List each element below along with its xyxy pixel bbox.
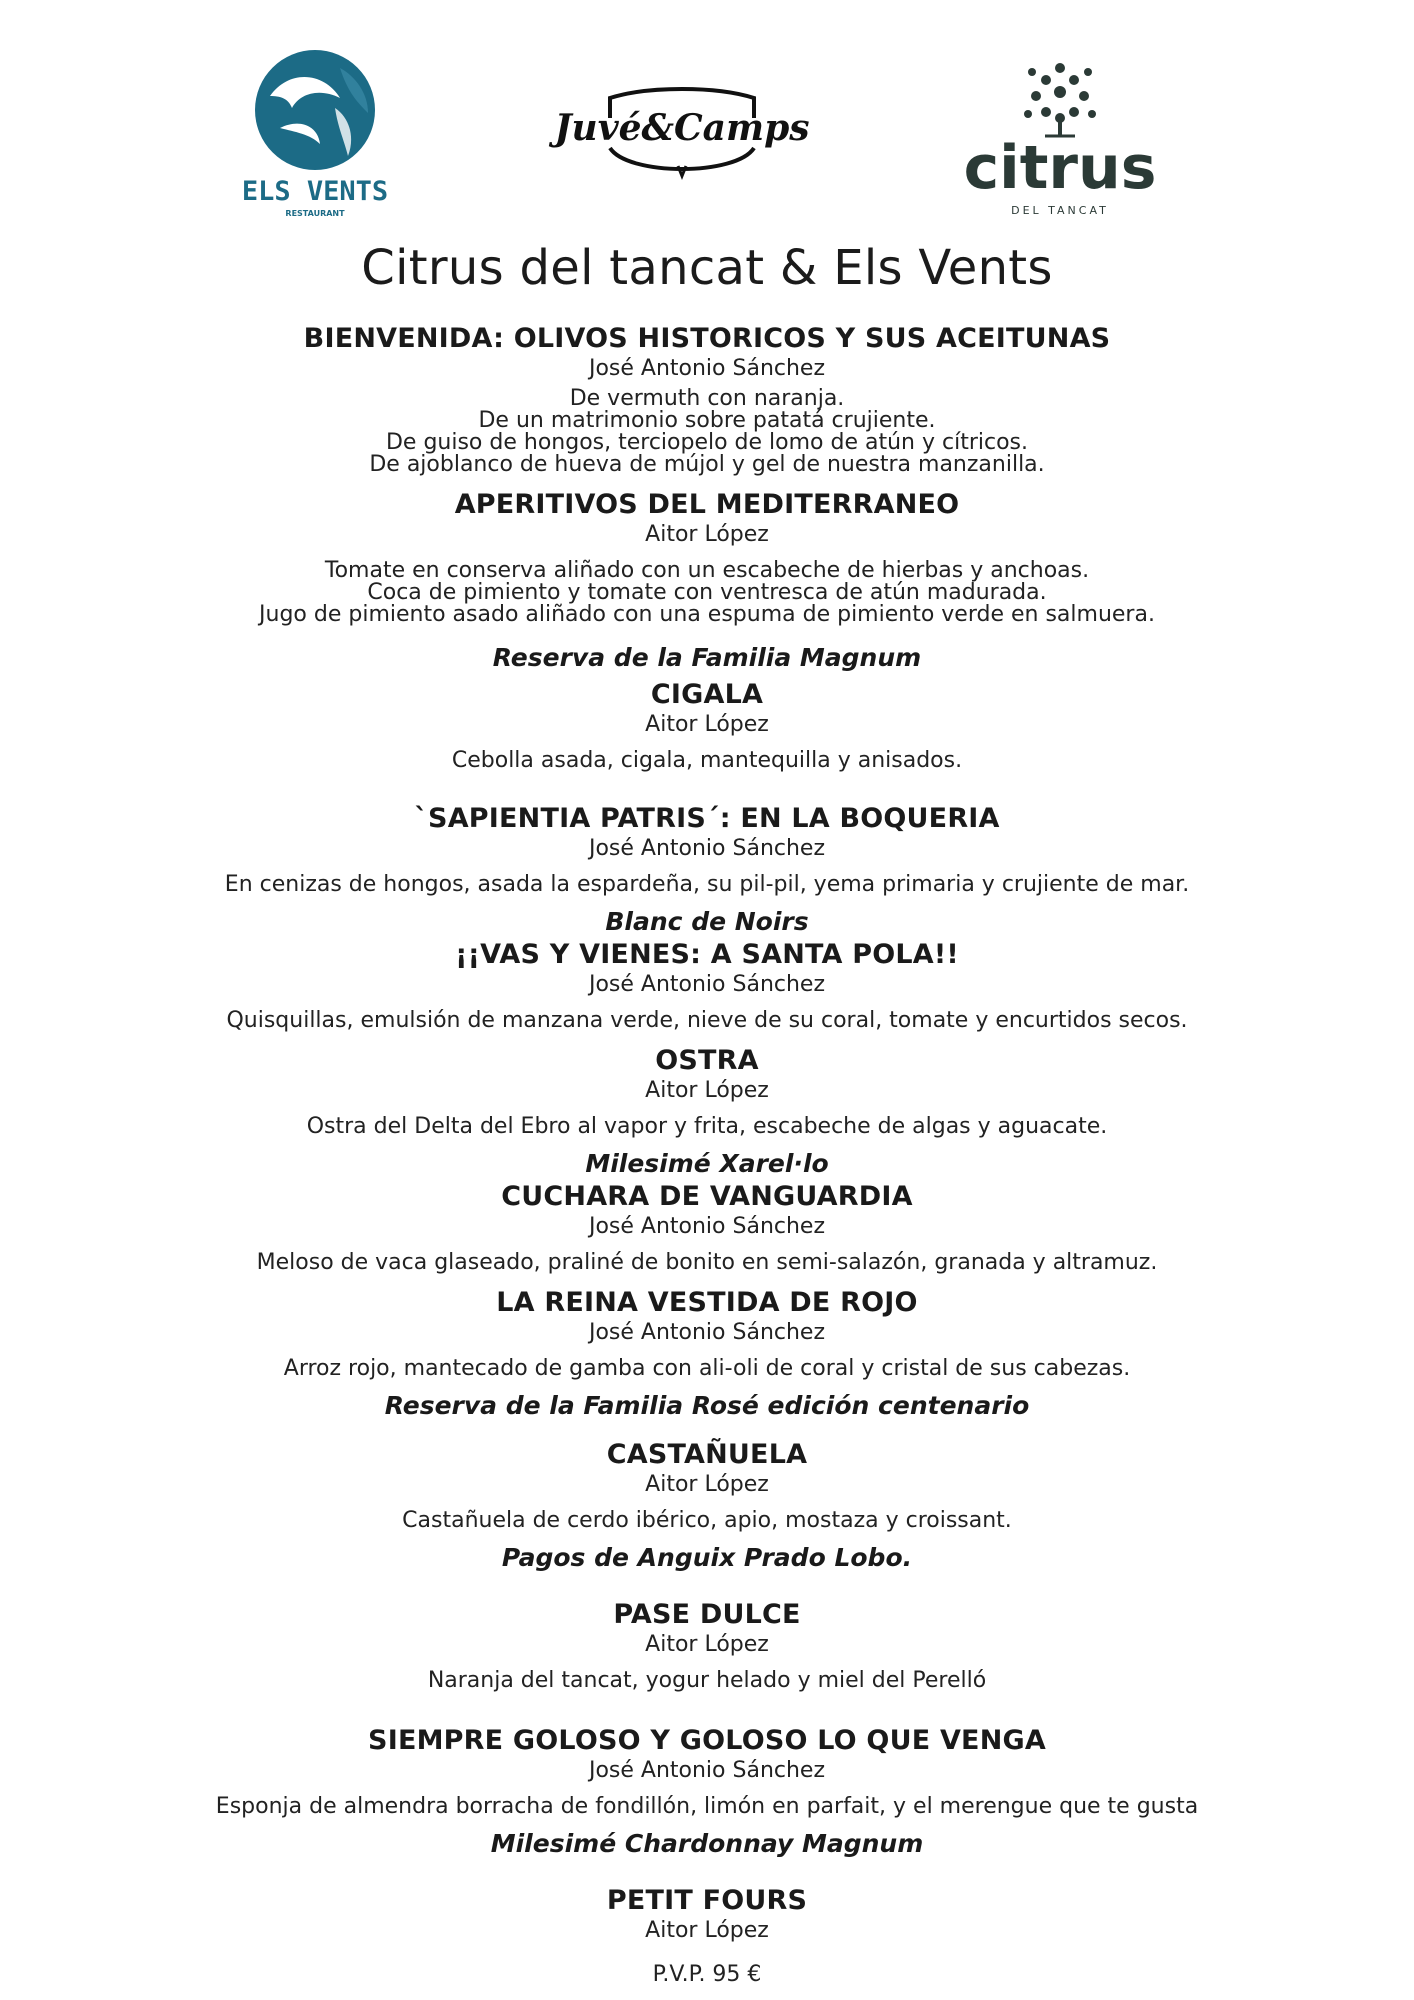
course-title: CASTAÑUELA [606,1439,808,1470]
course-item [0,1598,1414,1692]
course-item [0,1286,1414,1380]
course-item [0,802,1414,896]
course-chef: Aitor López [645,1472,769,1497]
course-item [0,1044,1414,1138]
course-item [0,1724,1414,1818]
els-vents-logo [240,48,390,228]
course-description: De guiso de hongos, terciopelo de lomo de atún y cítricos. [385,430,1029,455]
wine-pairing: Blanc de Noirs [605,907,809,936]
page-title: Citrus del tancat & Els Vents [361,240,1053,296]
course-title: PASE DULCE [613,1599,801,1630]
course-item [0,488,1414,626]
citrus-tree-icon [1024,63,1096,136]
course-item [0,938,1414,1032]
course-chef: Aitor López [645,1918,769,1943]
course-title: PETIT FOURS [606,1885,808,1916]
course-item [0,1438,1414,1532]
wine-pairing: Pagos de Anguix Prado Lobo. [501,1543,913,1572]
course-title: OSTRA [655,1045,759,1076]
course-title: APERITIVOS DEL MEDITERRANEO [454,489,960,520]
price: P.V.P. 95 € [652,1962,762,1987]
course-item [0,1180,1414,1274]
course-title: SIEMPRE GOLOSO Y GOLOSO LO QUE VENGA [368,1725,1046,1756]
course-chef: José Antonio Sánchez [588,836,826,861]
course-description: En cenizas de hongos, asada la espardeña, su pil-pil, yema primaria y crujiente de mar. [224,872,1190,897]
course-chef: Aitor López [645,712,769,737]
citrus-logo-subtext: DEL TANCAT [1011,204,1109,217]
course-description: Ostra del Delta del Ebro al vapor y frita, escabeche de algas y aguacate. [306,1114,1108,1139]
juve-camps-logo [554,78,810,188]
course-description: Arroz rojo, mantecado de gamba con ali-oli de coral y cristal de sus cabezas. [283,1356,1131,1381]
course-description: Castañuela de cerdo ibérico, apio, mostaza y croissant. [402,1508,1012,1533]
course-title: CIGALA [650,679,764,710]
course-chef: José Antonio Sánchez [588,1320,826,1345]
course-chef: José Antonio Sánchez [588,972,826,997]
course-chef: José Antonio Sánchez [588,356,826,381]
course-description: De ajoblanco de hueva de mújol y gel de nuestra manzanilla. [369,452,1045,477]
juve-camps-logo-text: Juvé&Camps [554,107,810,149]
course-title: CUCHARA DE VANGUARDIA [501,1181,913,1212]
course-description: Quisquillas, emulsión de manzana verde, nieve de su coral, tomate y encurtidos secos. [226,1008,1188,1033]
course-title: `SAPIENTIA PATRIS´: EN LA BOQUERIA [414,803,1000,834]
wine-pairing: Milesimé Xarel·lo [585,1149,829,1178]
logo-header [0,40,1414,230]
course-chef: Aitor López [645,1078,769,1103]
els-vents-logo-subtext: RESTAURANT [285,209,345,218]
course-description: Esponja de almendra borracha de fondillón, limón en parfait, y el merengue que te gusta [215,1794,1199,1819]
citrus-logo [950,50,1170,220]
course-description: Cebolla asada, cigala, mantequilla y anisados. [451,748,963,773]
course-item [0,322,1414,476]
course-description: Coca de pimiento y tomate con ventresca de atún madurada. [367,580,1047,605]
course-chef: Aitor López [645,522,769,547]
course-chef: José Antonio Sánchez [588,1214,826,1239]
wine-pairing: Milesimé Chardonnay Magnum [490,1829,924,1858]
course-item [0,1884,1414,1944]
course-item [0,678,1414,772]
course-chef: José Antonio Sánchez [588,1758,826,1783]
course-description: De vermuth con naranja. [569,386,845,411]
course-description: Jugo de pimiento asado aliñado con una espuma de pimiento verde en salmuera. [259,602,1155,627]
els-vents-logo-text: ELS VENTS [241,176,389,207]
course-description: De un matrimonio sobre patatá crujiente. [478,408,936,433]
menu-list [0,322,1414,1988]
wine-pairing: Reserva de la Familia Rosé edición centenario [384,1391,1030,1420]
course-title: BIENVENIDA: OLIVOS HISTORICOS Y SUS ACEITUNAS [303,323,1111,354]
course-title: LA REINA VESTIDA DE ROJO [496,1287,918,1318]
course-chef: Aitor López [645,1632,769,1657]
wine-pairing: Reserva de la Familia Magnum [492,643,922,672]
course-description: Meloso de vaca glaseado, praliné de bonito en semi-salazón, granada y altramuz. [256,1250,1158,1275]
course-description: Tomate en conserva aliñado con un escabeche de hierbas y anchoas. [324,558,1090,583]
citrus-logo-text: citrus [963,133,1157,203]
course-description: Naranja del tancat, yogur helado y miel del Perelló [427,1668,987,1693]
course-title: ¡¡VAS Y VIENES: A SANTA POLA!! [455,939,959,970]
